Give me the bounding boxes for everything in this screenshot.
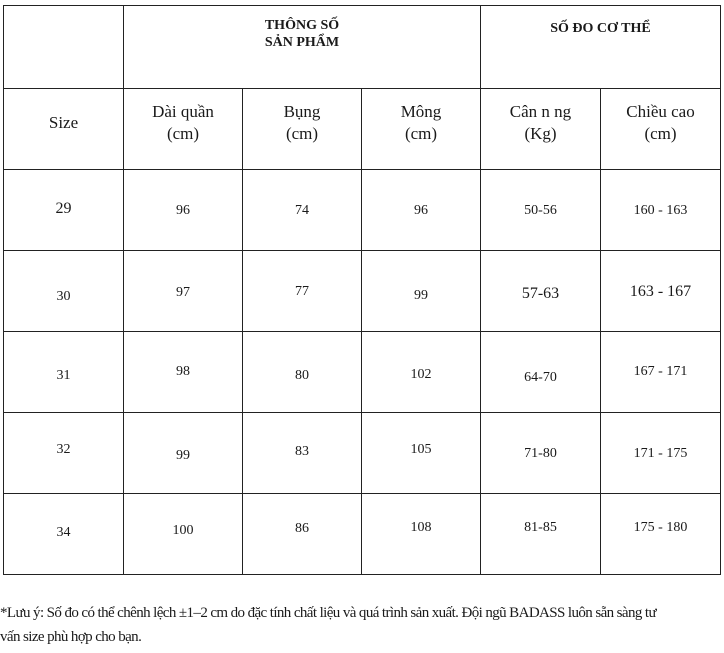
note-line-1: *Lưu ý: Số đo có thể chênh lệch ±1–2 cm do đặc tính chất liệu và quá trình sản xuất. Đội ngũ BADASS luôn sẵn sàng tư	[0, 605, 657, 621]
size-cell: 34	[4, 494, 124, 575]
hip-cell: 102	[362, 332, 481, 413]
size-cell: 30	[4, 251, 124, 332]
waist-cell: 86	[243, 494, 362, 575]
product-specs-line2: SẢN PHẨM	[264, 35, 340, 50]
weight-unit: (Kg)	[524, 124, 557, 143]
height-cell: 163 - 167	[601, 251, 721, 332]
table-row	[4, 413, 721, 494]
waist-cell: 83	[243, 413, 362, 494]
length-unit: (cm)	[166, 124, 200, 143]
size-chart-table	[3, 5, 721, 575]
note-line-2: vấn size phù hợp cho bạn.	[0, 629, 142, 645]
weight-cell: 64-70	[481, 332, 601, 413]
waist-column-header	[243, 89, 362, 170]
height-column-header	[601, 89, 721, 170]
body-measurements-label: SỐ ĐO CƠ THỂ	[550, 20, 651, 36]
hip-cell: 96	[362, 170, 481, 251]
column-header-row	[4, 89, 721, 170]
size-column-label: Size	[48, 112, 79, 132]
waist-label: Bụng	[283, 101, 321, 121]
weight-cell: 50-56	[481, 170, 601, 251]
waist-cell: 74	[243, 170, 362, 251]
length-cell: 98	[124, 332, 243, 413]
group-header-row	[4, 6, 721, 89]
length-cell: 100	[124, 494, 243, 575]
table-row	[4, 170, 721, 251]
size-cell: 29	[4, 170, 124, 251]
size-note	[0, 601, 724, 649]
product-specs-line1: THÔNG SỐ	[264, 18, 340, 34]
length-column-header	[124, 89, 243, 170]
height-cell: 160 - 163	[601, 170, 721, 251]
table-row	[4, 251, 721, 332]
height-cell: 171 - 175	[601, 413, 721, 494]
weight-column-header	[481, 89, 601, 170]
length-cell: 97	[124, 251, 243, 332]
height-label: Chiều cao	[626, 101, 695, 121]
weight-cell: 57-63	[481, 251, 601, 332]
table-row	[4, 494, 721, 575]
body-measurements-header	[481, 6, 721, 89]
weight-label: Cân n ng	[509, 101, 572, 121]
weight-cell: 71-80	[481, 413, 601, 494]
blank-corner-cell	[4, 6, 124, 89]
table-row	[4, 332, 721, 413]
waist-cell: 80	[243, 332, 362, 413]
height-unit: (cm)	[644, 124, 677, 143]
length-label: Dài quần	[152, 101, 214, 121]
waist-unit: (cm)	[285, 124, 319, 143]
waist-cell: 77	[243, 251, 362, 332]
product-specs-header	[124, 6, 481, 89]
hip-cell: 108	[362, 494, 481, 575]
length-cell: 99	[124, 413, 243, 494]
size-cell: 32	[4, 413, 124, 494]
hip-cell: 105	[362, 413, 481, 494]
size-cell: 31	[4, 332, 124, 413]
height-cell: 175 - 180	[601, 494, 721, 575]
size-column-header	[4, 89, 124, 170]
hip-label: Mông	[400, 101, 442, 121]
height-cell: 167 - 171	[601, 332, 721, 413]
weight-cell: 81-85	[481, 494, 601, 575]
hip-unit: (cm)	[404, 124, 438, 143]
length-cell: 96	[124, 170, 243, 251]
hip-cell: 99	[362, 251, 481, 332]
hip-column-header	[362, 89, 481, 170]
